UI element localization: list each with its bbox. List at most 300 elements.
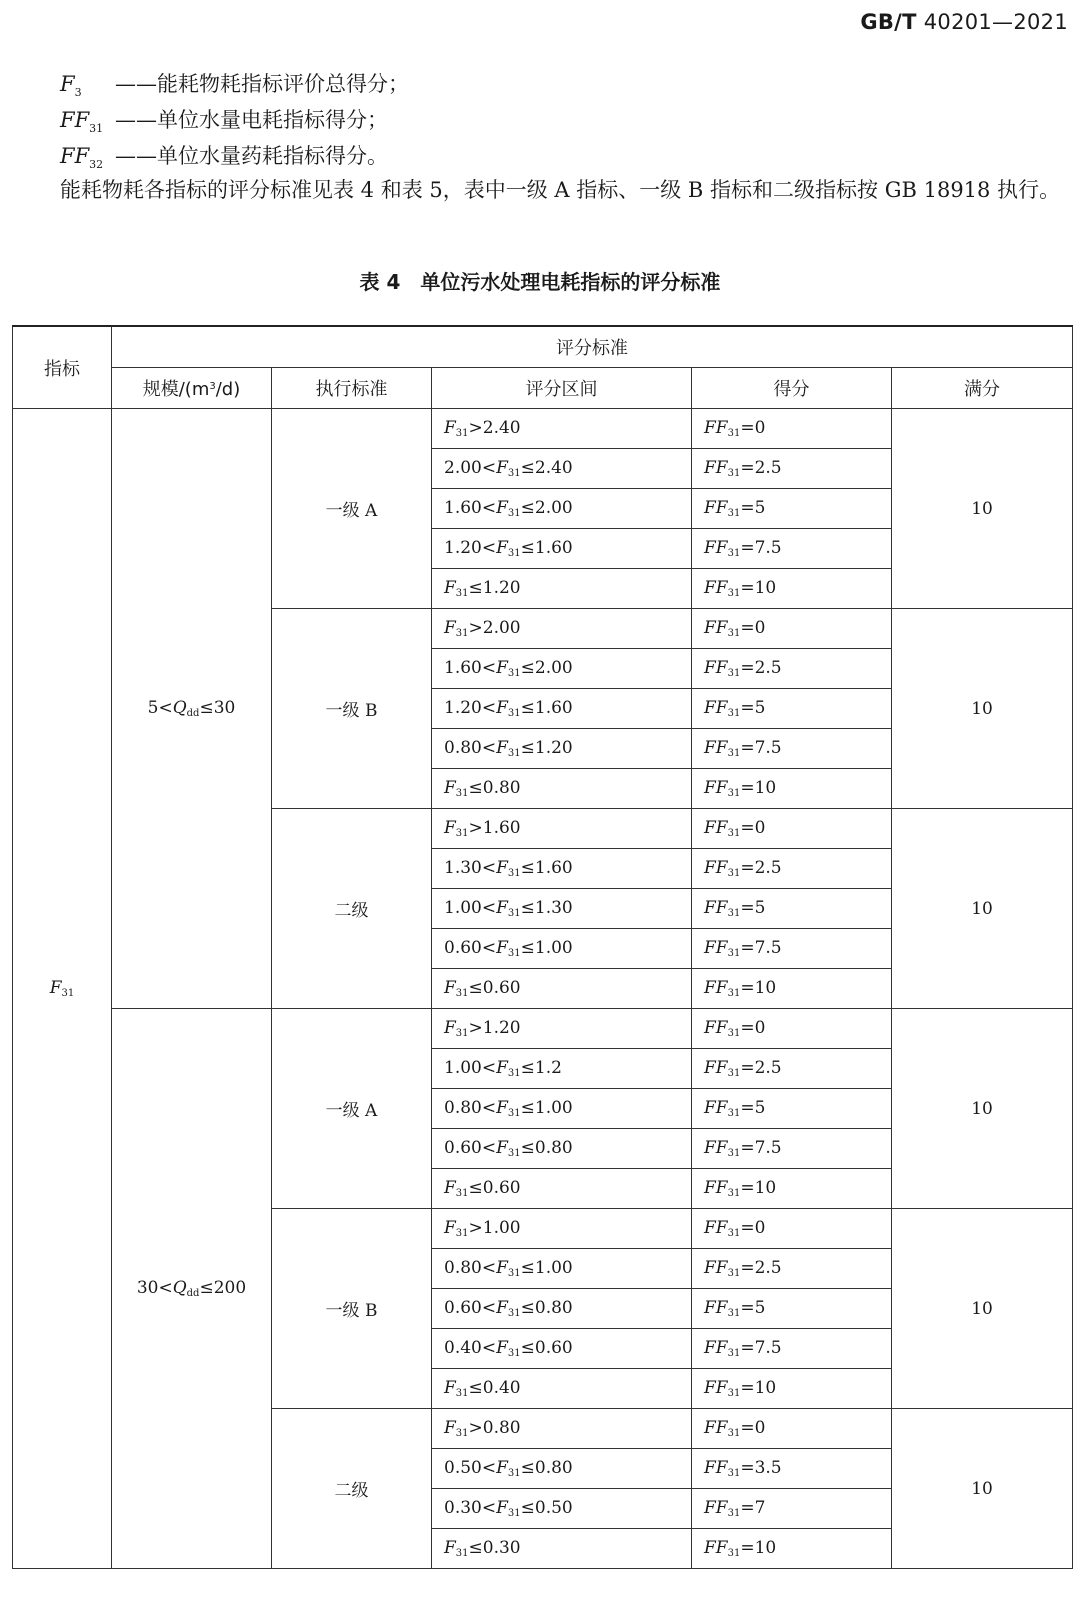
score-symbol: FF xyxy=(704,418,728,438)
range-upper: ≤0.40 xyxy=(468,1378,521,1398)
standard-cell: 一级 B xyxy=(272,1209,432,1409)
range-symbol: F xyxy=(444,1178,456,1198)
range-lower: 1.60< xyxy=(444,658,497,678)
score-cell xyxy=(692,1329,892,1369)
score-cell xyxy=(692,1009,892,1049)
range-cell xyxy=(432,1169,692,1209)
range-cell xyxy=(432,1489,692,1529)
standard-cell: 一级 B xyxy=(272,609,432,809)
score-value: =5 xyxy=(740,698,766,718)
range-subscript: 31 xyxy=(455,988,469,999)
range-lower: 1.00< xyxy=(444,1058,497,1078)
score-value: =0 xyxy=(740,618,766,638)
score-subscript: 31 xyxy=(727,1548,741,1559)
range-cell xyxy=(432,529,692,569)
score-subscript: 31 xyxy=(727,468,741,479)
score-symbol: FF xyxy=(704,698,728,718)
range-cell xyxy=(432,769,692,809)
header-full-score: 满分 xyxy=(892,368,1073,409)
header-standard: 执行标准 xyxy=(272,368,432,409)
score-symbol: FF xyxy=(704,1538,728,1558)
range-symbol: F xyxy=(444,978,456,998)
score-cell xyxy=(692,969,892,1009)
range-subscript: 31 xyxy=(507,548,521,559)
score-symbol: FF xyxy=(704,498,728,518)
range-lower: 1.20< xyxy=(444,538,497,558)
score-cell xyxy=(692,529,892,569)
score-cell xyxy=(692,809,892,849)
range-upper: >1.00 xyxy=(468,1218,521,1238)
definition-dash: —— xyxy=(115,72,157,96)
definition-symbol: $FF_{31}$ xyxy=(60,108,104,136)
range-cell xyxy=(432,1089,692,1129)
score-subscript: 31 xyxy=(727,828,741,839)
range-upper: >1.60 xyxy=(468,818,521,838)
range-upper: >2.00 xyxy=(468,618,521,638)
range-upper: ≤1.00 xyxy=(520,938,573,958)
score-cell xyxy=(692,489,892,529)
score-cell xyxy=(692,1249,892,1289)
range-upper: ≤0.80 xyxy=(468,778,521,798)
range-upper: ≤1.20 xyxy=(520,738,573,758)
score-subscript: 31 xyxy=(727,1468,741,1479)
score-cell xyxy=(692,889,892,929)
symbol-definitions xyxy=(60,66,409,174)
range-lower: 0.60< xyxy=(444,1298,497,1318)
range-lower: 1.30< xyxy=(444,858,497,878)
score-symbol: FF xyxy=(704,1338,728,1358)
range-subscript: 31 xyxy=(455,1428,469,1439)
scale-symbol: Q xyxy=(172,698,187,718)
score-value: =10 xyxy=(740,1178,777,1198)
scale-cell xyxy=(112,409,272,1009)
range-upper: ≤1.00 xyxy=(520,1258,573,1278)
range-upper: ≤0.80 xyxy=(520,1138,573,1158)
score-cell xyxy=(692,1129,892,1169)
score-value: =5 xyxy=(740,498,766,518)
range-lower: 0.80< xyxy=(444,1258,497,1278)
definition-ff32 xyxy=(60,138,409,174)
score-subscript: 31 xyxy=(727,788,741,799)
range-symbol: F xyxy=(496,458,508,478)
score-cell xyxy=(692,929,892,969)
range-subscript: 31 xyxy=(455,1548,469,1559)
indicator-subscript: 31 xyxy=(61,988,75,999)
range-cell xyxy=(432,1249,692,1289)
score-value: =10 xyxy=(740,778,777,798)
full-score-cell: 10 xyxy=(892,609,1073,809)
score-symbol: FF xyxy=(704,898,728,918)
range-cell xyxy=(432,569,692,609)
range-cell xyxy=(432,1369,692,1409)
range-cell xyxy=(432,609,692,649)
range-subscript: 31 xyxy=(455,1388,469,1399)
score-subscript: 31 xyxy=(727,1388,741,1399)
range-lower: 0.80< xyxy=(444,1098,497,1118)
score-value: =2.5 xyxy=(740,458,782,478)
range-lower: 1.60< xyxy=(444,498,497,518)
range-subscript: 31 xyxy=(507,468,521,479)
range-subscript: 31 xyxy=(507,708,521,719)
score-value: =5 xyxy=(740,898,766,918)
full-score-cell: 10 xyxy=(892,1209,1073,1409)
range-upper: ≤2.00 xyxy=(520,498,573,518)
range-subscript: 31 xyxy=(507,1148,521,1159)
range-subscript: 31 xyxy=(455,588,469,599)
score-subscript: 31 xyxy=(727,988,741,999)
table-row xyxy=(13,1009,1073,1049)
range-symbol: F xyxy=(496,1098,508,1118)
range-cell xyxy=(432,449,692,489)
score-subscript: 31 xyxy=(727,1068,741,1079)
score-value: =0 xyxy=(740,418,766,438)
range-upper: ≤1.60 xyxy=(520,858,573,878)
range-subscript: 31 xyxy=(507,1068,521,1079)
score-cell xyxy=(692,569,892,609)
range-subscript: 31 xyxy=(455,428,469,439)
score-value: =10 xyxy=(740,578,777,598)
range-symbol: F xyxy=(444,818,456,838)
score-subscript: 31 xyxy=(727,868,741,879)
score-subscript: 31 xyxy=(727,1228,741,1239)
score-subscript: 31 xyxy=(727,1028,741,1039)
score-cell xyxy=(692,1409,892,1449)
range-lower: 1.00< xyxy=(444,898,497,918)
range-upper: ≤0.60 xyxy=(520,1338,573,1358)
range-symbol: F xyxy=(444,1418,456,1438)
range-subscript: 31 xyxy=(507,868,521,879)
scale-prefix: 30< xyxy=(136,1278,173,1298)
definition-f3 xyxy=(60,66,409,102)
score-cell xyxy=(692,609,892,649)
range-cell xyxy=(432,1329,692,1369)
range-symbol: F xyxy=(444,778,456,798)
score-symbol: FF xyxy=(704,1418,728,1438)
score-symbol: FF xyxy=(704,1018,728,1038)
score-value: =7.5 xyxy=(740,938,782,958)
score-cell xyxy=(692,729,892,769)
range-symbol: F xyxy=(496,1138,508,1158)
range-symbol: F xyxy=(444,1378,456,1398)
score-value: =2.5 xyxy=(740,1058,782,1078)
range-cell xyxy=(432,1209,692,1249)
score-value: =7.5 xyxy=(740,538,782,558)
header-scale: 规模$/(m^3/d)$ xyxy=(112,368,272,409)
score-symbol: FF xyxy=(704,738,728,758)
score-symbol: FF xyxy=(704,618,728,638)
range-cell xyxy=(432,1049,692,1089)
score-subscript: 31 xyxy=(727,1268,741,1279)
score-value: =10 xyxy=(740,1378,777,1398)
range-subscript: 31 xyxy=(507,1268,521,1279)
score-value: =0 xyxy=(740,818,766,838)
score-symbol: FF xyxy=(704,578,728,598)
range-symbol: F xyxy=(444,1538,456,1558)
range-subscript: 31 xyxy=(507,908,521,919)
definition-symbol: $F_3$ xyxy=(60,72,82,100)
range-subscript: 31 xyxy=(455,828,469,839)
score-cell xyxy=(692,449,892,489)
range-lower: 0.40< xyxy=(444,1338,497,1358)
definition-dash: —— xyxy=(115,144,157,168)
full-score-cell: 10 xyxy=(892,409,1073,609)
score-subscript: 31 xyxy=(727,948,741,959)
score-subscript: 31 xyxy=(727,1348,741,1359)
range-symbol: F xyxy=(496,938,508,958)
full-score-cell: 10 xyxy=(892,1409,1073,1569)
score-symbol: FF xyxy=(704,978,728,998)
range-upper: ≤1.30 xyxy=(520,898,573,918)
score-symbol: FF xyxy=(704,1258,728,1278)
range-symbol: F xyxy=(444,618,456,638)
range-cell xyxy=(432,689,692,729)
score-symbol: FF xyxy=(704,858,728,878)
range-symbol: F xyxy=(496,1498,508,1518)
range-subscript: 31 xyxy=(507,668,521,679)
range-symbol: F xyxy=(496,898,508,918)
range-upper: ≤1.60 xyxy=(520,698,573,718)
score-value: =7.5 xyxy=(740,738,782,758)
score-symbol: FF xyxy=(704,938,728,958)
range-upper: ≤1.00 xyxy=(520,1098,573,1118)
range-cell xyxy=(432,849,692,889)
score-value: =10 xyxy=(740,978,777,998)
range-symbol: F xyxy=(496,858,508,878)
score-subscript: 31 xyxy=(727,588,741,599)
score-symbol: FF xyxy=(704,1458,728,1478)
score-subscript: 31 xyxy=(727,668,741,679)
definition-text: 能耗物耗指标评价总得分； xyxy=(157,72,409,96)
range-subscript: 31 xyxy=(507,508,521,519)
range-symbol: F xyxy=(444,1218,456,1238)
score-symbol: FF xyxy=(704,778,728,798)
score-symbol: FF xyxy=(704,1218,728,1238)
range-symbol: F xyxy=(444,418,456,438)
score-cell xyxy=(692,1489,892,1529)
score-subscript: 31 xyxy=(727,1428,741,1439)
score-value: =2.5 xyxy=(740,1258,782,1278)
score-subscript: 31 xyxy=(727,428,741,439)
range-lower: 0.80< xyxy=(444,738,497,758)
range-cell xyxy=(432,1289,692,1329)
score-cell xyxy=(692,769,892,809)
score-cell xyxy=(692,1169,892,1209)
indicator-symbol: F xyxy=(49,978,62,998)
body-paragraph: 能耗物耗各指标的评分标准见表 4 和表 5，表中一级 A 指标、一级 B 指标和二级指标按 GB 18918 执行。 xyxy=(60,178,1061,202)
standard-cell: 二级 xyxy=(272,1409,432,1569)
range-subscript: 31 xyxy=(507,948,521,959)
definition-text: 单位水量药耗指标得分。 xyxy=(157,144,388,168)
score-value: =5 xyxy=(740,1098,766,1118)
score-symbol: FF xyxy=(704,538,728,558)
score-symbol: FF xyxy=(704,1378,728,1398)
score-cell xyxy=(692,1049,892,1089)
range-lower: 0.60< xyxy=(444,938,497,958)
score-value: =10 xyxy=(740,1538,777,1558)
range-subscript: 31 xyxy=(507,1468,521,1479)
definition-ff31 xyxy=(60,102,409,138)
scoring-table xyxy=(12,325,1073,1569)
standard-cell: 一级 A xyxy=(272,409,432,609)
standard-cell: 二级 xyxy=(272,809,432,1009)
range-symbol: F xyxy=(496,1258,508,1278)
range-lower: 2.00< xyxy=(444,458,497,478)
range-subscript: 31 xyxy=(507,1308,521,1319)
score-cell xyxy=(692,1289,892,1329)
score-symbol: FF xyxy=(704,1298,728,1318)
range-upper: >2.40 xyxy=(468,418,521,438)
score-value: =7.5 xyxy=(740,1338,782,1358)
range-upper: ≤0.60 xyxy=(468,1178,521,1198)
score-value: =7 xyxy=(740,1498,766,1518)
score-cell xyxy=(692,1369,892,1409)
score-symbol: FF xyxy=(704,1098,728,1118)
table-row xyxy=(13,409,1073,449)
score-value: =0 xyxy=(740,1418,766,1438)
range-symbol: F xyxy=(496,1338,508,1358)
score-symbol: FF xyxy=(704,1138,728,1158)
score-symbol: FF xyxy=(704,458,728,478)
range-upper: ≤1.60 xyxy=(520,538,573,558)
scale-suffix: ≤30 xyxy=(199,698,236,718)
range-cell xyxy=(432,729,692,769)
header-score: 得分 xyxy=(692,368,892,409)
score-value: =0 xyxy=(740,1018,766,1038)
range-upper: ≤1.20 xyxy=(468,578,521,598)
range-symbol: F xyxy=(444,578,456,598)
score-symbol: FF xyxy=(704,658,728,678)
header-criteria: 评分标准 xyxy=(112,326,1073,368)
range-subscript: 31 xyxy=(507,748,521,759)
range-cell xyxy=(432,489,692,529)
range-upper: ≤0.80 xyxy=(520,1458,573,1478)
range-upper: ≤0.60 xyxy=(468,978,521,998)
score-subscript: 31 xyxy=(727,908,741,919)
full-score-cell: 10 xyxy=(892,1009,1073,1209)
score-symbol: FF xyxy=(704,1498,728,1518)
scale-cell xyxy=(112,1009,272,1569)
score-value: =3.5 xyxy=(740,1458,782,1478)
scale-subscript: dd xyxy=(186,1288,200,1299)
range-subscript: 31 xyxy=(455,788,469,799)
scale-suffix: ≤200 xyxy=(199,1278,247,1298)
score-cell xyxy=(692,1529,892,1569)
range-symbol: F xyxy=(496,658,508,678)
range-subscript: 31 xyxy=(507,1108,521,1119)
range-cell xyxy=(432,1449,692,1489)
standard-prefix: GB/T xyxy=(860,10,917,34)
range-subscript: 31 xyxy=(455,628,469,639)
range-symbol: F xyxy=(496,498,508,518)
score-symbol: FF xyxy=(704,818,728,838)
range-symbol: F xyxy=(496,698,508,718)
range-lower: 1.20< xyxy=(444,698,497,718)
range-upper: ≤0.50 xyxy=(520,1498,573,1518)
definition-symbol: $FF_{32}$ xyxy=(60,144,104,172)
range-cell xyxy=(432,409,692,449)
range-subscript: 31 xyxy=(507,1348,521,1359)
score-cell xyxy=(692,409,892,449)
full-score-cell: 10 xyxy=(892,809,1073,1009)
score-subscript: 31 xyxy=(727,628,741,639)
definition-dash: —— xyxy=(115,108,157,132)
range-subscript: 31 xyxy=(455,1228,469,1239)
range-lower: 0.60< xyxy=(444,1138,497,1158)
score-cell xyxy=(692,1089,892,1129)
score-cell xyxy=(692,1209,892,1249)
score-value: =7.5 xyxy=(740,1138,782,1158)
score-symbol: FF xyxy=(704,1178,728,1198)
range-upper: ≤2.40 xyxy=(520,458,573,478)
score-value: =2.5 xyxy=(740,858,782,878)
range-cell xyxy=(432,649,692,689)
scale-prefix: 5< xyxy=(147,698,173,718)
score-subscript: 31 xyxy=(727,708,741,719)
scale-symbol: Q xyxy=(172,1278,187,1298)
indicator-cell xyxy=(13,409,112,1569)
range-subscript: 31 xyxy=(507,1508,521,1519)
score-cell xyxy=(692,1449,892,1489)
range-lower: 0.30< xyxy=(444,1498,497,1518)
range-upper: ≤0.80 xyxy=(520,1298,573,1318)
range-cell xyxy=(432,1129,692,1169)
header-range: 评分区间 xyxy=(432,368,692,409)
range-cell xyxy=(432,929,692,969)
header-indicator: 指标 xyxy=(13,326,112,409)
range-upper: >1.20 xyxy=(468,1018,521,1038)
score-subscript: 31 xyxy=(727,1508,741,1519)
score-value: =2.5 xyxy=(740,658,782,678)
range-cell xyxy=(432,1009,692,1049)
table-body xyxy=(13,409,1073,1569)
range-symbol: F xyxy=(496,738,508,758)
range-upper: ≤2.00 xyxy=(520,658,573,678)
range-symbol: F xyxy=(496,1298,508,1318)
score-subscript: 31 xyxy=(727,1188,741,1199)
range-cell xyxy=(432,1409,692,1449)
standard-cell: 一级 A xyxy=(272,1009,432,1209)
scale-subscript: dd xyxy=(186,708,200,719)
range-upper: ≤0.30 xyxy=(468,1538,521,1558)
range-upper: ≤1.2 xyxy=(520,1058,562,1078)
range-upper: >0.80 xyxy=(468,1418,521,1438)
range-cell xyxy=(432,969,692,1009)
range-symbol: F xyxy=(496,1058,508,1078)
score-value: =0 xyxy=(740,1218,766,1238)
score-subscript: 31 xyxy=(727,748,741,759)
range-cell xyxy=(432,809,692,849)
standard-number: 40201—2021 xyxy=(923,10,1068,34)
score-subscript: 31 xyxy=(727,1108,741,1119)
score-subscript: 31 xyxy=(727,548,741,559)
standard-code xyxy=(860,10,1068,34)
score-cell xyxy=(692,689,892,729)
score-cell xyxy=(692,649,892,689)
range-lower: 0.50< xyxy=(444,1458,497,1478)
range-cell xyxy=(432,889,692,929)
score-subscript: 31 xyxy=(727,1148,741,1159)
range-subscript: 31 xyxy=(455,1028,469,1039)
table-caption: 表 4 单位污水处理电耗指标的评分标准 xyxy=(359,270,721,294)
score-symbol: FF xyxy=(704,1058,728,1078)
score-value: =5 xyxy=(740,1298,766,1318)
range-subscript: 31 xyxy=(455,1188,469,1199)
score-subscript: 31 xyxy=(727,508,741,519)
range-cell xyxy=(432,1529,692,1569)
range-symbol: F xyxy=(444,1018,456,1038)
range-symbol: F xyxy=(496,538,508,558)
score-cell xyxy=(692,849,892,889)
